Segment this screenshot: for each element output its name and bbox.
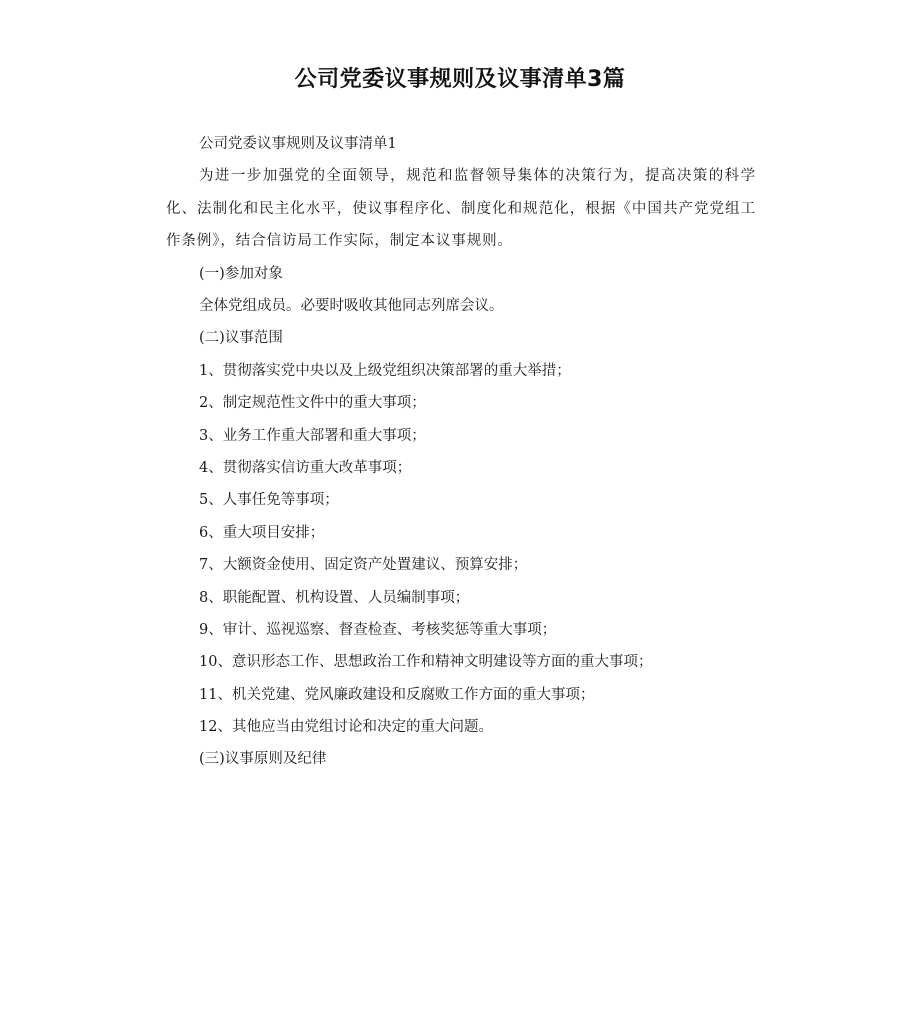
list-item: 11、机关党建、党风廉政建设和反腐败工作方面的重大事项； xyxy=(199,686,595,703)
subsection-heading: (三)议事原则及纪律 xyxy=(199,751,327,768)
intro-paragraph: 为进一步加强党的全面领导，规范和监督领导集体的决策行为，提高决策的科学化、法制化和民主化水平，使议事程序化、制度化和规范化，根据《中国共产党党组工作条例》，结合信访局工作实际，制定本议事规则。 xyxy=(166,168,756,250)
list-item: 1、贯彻落实党中央以及上级党组织决策部署的重大举措； xyxy=(199,362,571,379)
paragraph: 全体党组成员。必要时吸收其他同志列席会议。 xyxy=(199,298,504,314)
list-item: 2、制定规范性文件中的重大事项； xyxy=(199,395,426,412)
section-heading: 公司党委议事规则及议事清单1 xyxy=(199,136,397,152)
list-item: 6、重大项目安排； xyxy=(199,524,325,541)
document-body xyxy=(166,128,756,776)
list-item: 8、职能配置、机构设置、人员编制事项； xyxy=(199,589,470,606)
list-item: 10、意识形态工作、思想政治工作和精神文明建设等方面的重大事项； xyxy=(199,654,653,671)
subsection-heading: (二)议事范围 xyxy=(199,330,283,347)
list-item: 3、业务工作重大部署和重大事项； xyxy=(199,427,426,444)
list-item: 12、其他应当由党组讨论和决定的重大问题。 xyxy=(199,719,493,736)
subsection-heading: (一)参加对象 xyxy=(199,265,283,282)
list-item: 7、大额资金使用、固定资产处置建议、预算安排； xyxy=(199,557,528,574)
list-item: 9、审计、巡视巡察、督查检查、考核奖惩等重大事项； xyxy=(199,621,557,638)
document-title: 公司党委议事规则及议事清单3篇 xyxy=(294,67,626,92)
list-item: 5、人事任免等事项； xyxy=(199,492,339,509)
list-item: 4、贯彻落实信访重大改革事项； xyxy=(199,459,412,476)
